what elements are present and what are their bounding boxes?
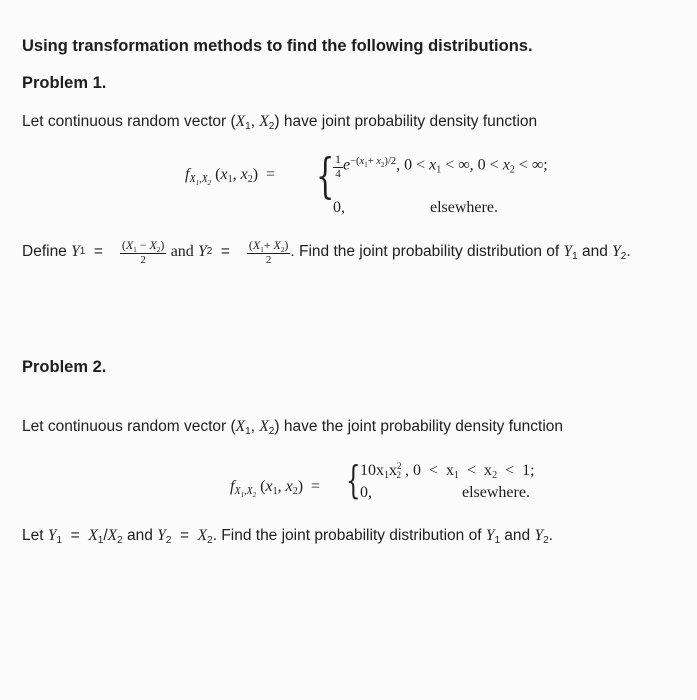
problem-2-heading: Problem 2. bbox=[22, 358, 107, 376]
problem-2-intro: Let continuous random vector ($X_1$, $X_2$) have the joint probability density function bbox=[22, 418, 564, 437]
left-brace-2: { bbox=[346, 458, 361, 502]
pdf-case-1: $\frac{1}{4}$ $e^{-(x_1+ x_2)/2}$, $0 < x_1$ < ∞, $0 < x_2$ < ∞; bbox=[335, 152, 548, 180]
pdf-case-2-condition: elsewhere. bbox=[430, 199, 498, 216]
pdf-lhs-1: $f_{X_1,X_2}$ ($x_1$, $x_2$) = bbox=[185, 166, 276, 187]
pdf2-case-2-value: 0, bbox=[360, 484, 372, 501]
page-title: Using transformation methods to find the following distributions. bbox=[22, 37, 533, 55]
pdf2-case-1: $10x_1x^2_2$ , $0 < x_1 < x_2 < 1$; bbox=[360, 461, 535, 481]
define-label: Define bbox=[22, 243, 67, 260]
define-y-line: Define Y 1 = $\frac{(X_1 - X_2)}{2}$ and Y 2 = $\frac{(X_1+ X_2)}{2}$ . Find the joint probability distribution of $Y_1$ and $Y_2$. bbox=[22, 238, 631, 266]
problem-1-intro: Let continuous random vector ($X_1$, $X_2$) have joint probability density function bbox=[22, 113, 538, 132]
problem-1-heading: Problem 1. bbox=[22, 74, 107, 92]
pdf-case-2-value: 0, bbox=[333, 199, 345, 216]
pdf-lhs-2: $f_{X_1,X_2}$ ($x_1$, $x_2$) = bbox=[230, 478, 321, 499]
problem-2-task: Let $Y_1 = X_1/X_2$ and $Y_2 = X_2$. Find the joint probability distribution of $Y_1$ and $Y_2$. bbox=[22, 527, 553, 546]
left-brace-1: { bbox=[316, 148, 335, 204]
pdf2-case-2-condition: elsewhere. bbox=[462, 484, 530, 501]
and-word: and bbox=[170, 243, 194, 260]
